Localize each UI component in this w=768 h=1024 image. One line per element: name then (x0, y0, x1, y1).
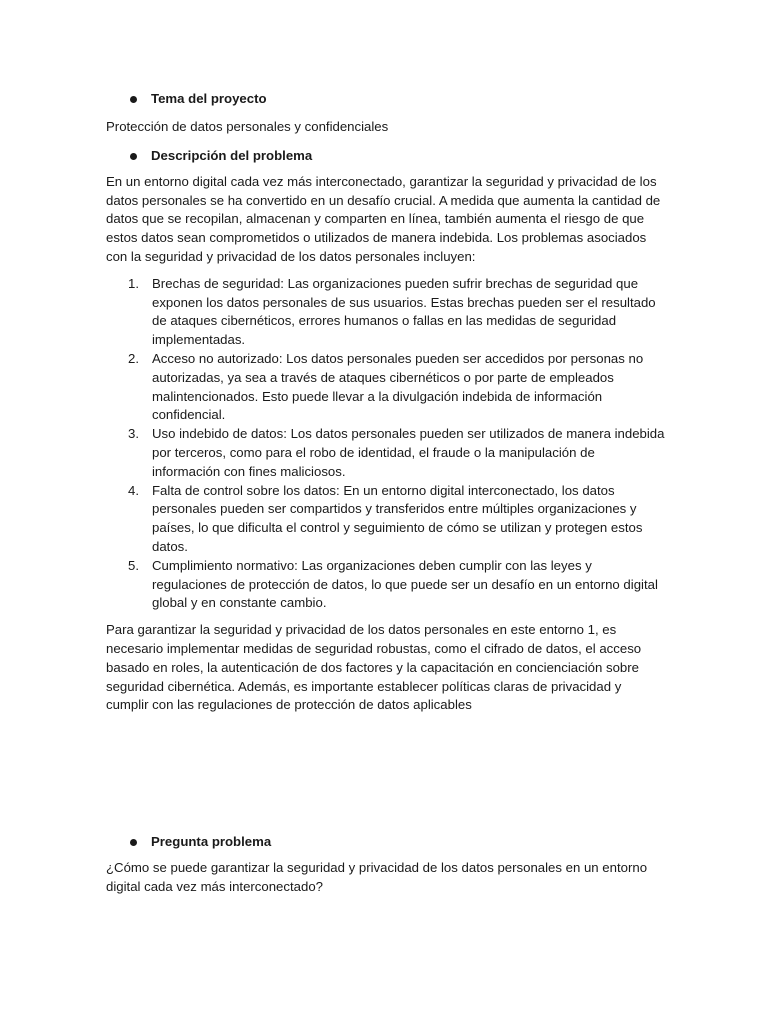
document-page (106, 88, 666, 897)
list-item-text: Cumplimiento normativo: Las organizaciones deben cumplir con las leyes y regulaciones de protección de datos, lo que puede ser un desafío en un entorno digital global y en constante cambio. (152, 557, 658, 611)
list-number: 5. (128, 557, 139, 573)
list-number: 2. (128, 350, 139, 366)
section-heading-pregunta (106, 831, 666, 853)
section-heading-descripcion (106, 145, 666, 167)
problem-list (106, 275, 666, 613)
list-item-text: Acceso no autorizado: Los datos personales pueden ser accedidos por personas no autorizadas, ya sea a través de ataques cibernéticos o por parte de empleados malintencionados. Esto puede llevar a la divulgación indebida de información confidencial. (152, 350, 644, 423)
list-item (106, 482, 666, 557)
heading-text: Pregunta problema (151, 834, 272, 850)
list-number: 3. (128, 426, 139, 442)
list-item (106, 425, 666, 481)
descripcion-conclusion: Para garantizar la seguridad y privacidad de los datos personales en este entorno 1, es necesario implementar medidas de seguridad robustas, como el cifrado de datos, el acceso basado en roles, la autenticación de dos factores y la capacitación en concienciación sobre seguridad cibernética. Además, es importante establecer políticas claras de privacidad y cumplir con las regulaciones de protección de datos aplicables (106, 622, 642, 713)
section-heading-tema (106, 88, 666, 110)
bullet-icon (130, 96, 137, 103)
bullet-icon (130, 153, 137, 160)
heading-text: Tema del proyecto (151, 91, 267, 106)
list-item (106, 557, 666, 613)
list-number: 4. (128, 482, 139, 498)
bullet-icon (130, 839, 137, 846)
list-item (106, 275, 666, 350)
pregunta-text: ¿Cómo se puede garantizar la seguridad y privacidad de los datos personales en un entorno digital cada vez más interconectado? (106, 860, 648, 894)
list-item (106, 350, 666, 425)
list-item-text: Uso indebido de datos: Los datos personales pueden ser utilizados de manera indebida por terceros, como para el robo de identidad, el fraude o la manipulación de información con fines maliciosos. (152, 426, 665, 479)
descripcion-intro: En un entorno digital cada vez más interconectado, garantizar la seguridad y privacidad de los datos personales se ha convertido en un desafío crucial. A medida que aumenta la cantidad de datos que se recopilan, almacenan y comparten en línea, también aumenta el riesgo de que estos datos sean comprometidos o utilizados de manera indebida. Los problemas asociados con la seguridad y privacidad de los datos personales incluyen: (106, 173, 661, 264)
list-item-text: Falta de control sobre los datos: En un entorno digital interconectado, los datos personales pueden ser compartidos y transferidos entre múltiples organizaciones y países, lo que dificulta el control y seguimiento de cómo se utilizan y protegen estos datos. (152, 482, 643, 554)
blank-space (106, 723, 666, 831)
list-item-text: Brechas de seguridad: Las organizaciones pueden sufrir brechas de seguridad que exponen los datos personales de sus usuarios. Estas brechas pueden ser el resultado de ataques cibernéticos, errores humanos o fallas en las medidas de seguridad implementadas. (152, 275, 656, 348)
tema-text: Protección de datos personales y confidenciales (106, 119, 389, 134)
list-number: 1. (128, 275, 139, 291)
heading-text: Descripción del problema (151, 147, 313, 163)
